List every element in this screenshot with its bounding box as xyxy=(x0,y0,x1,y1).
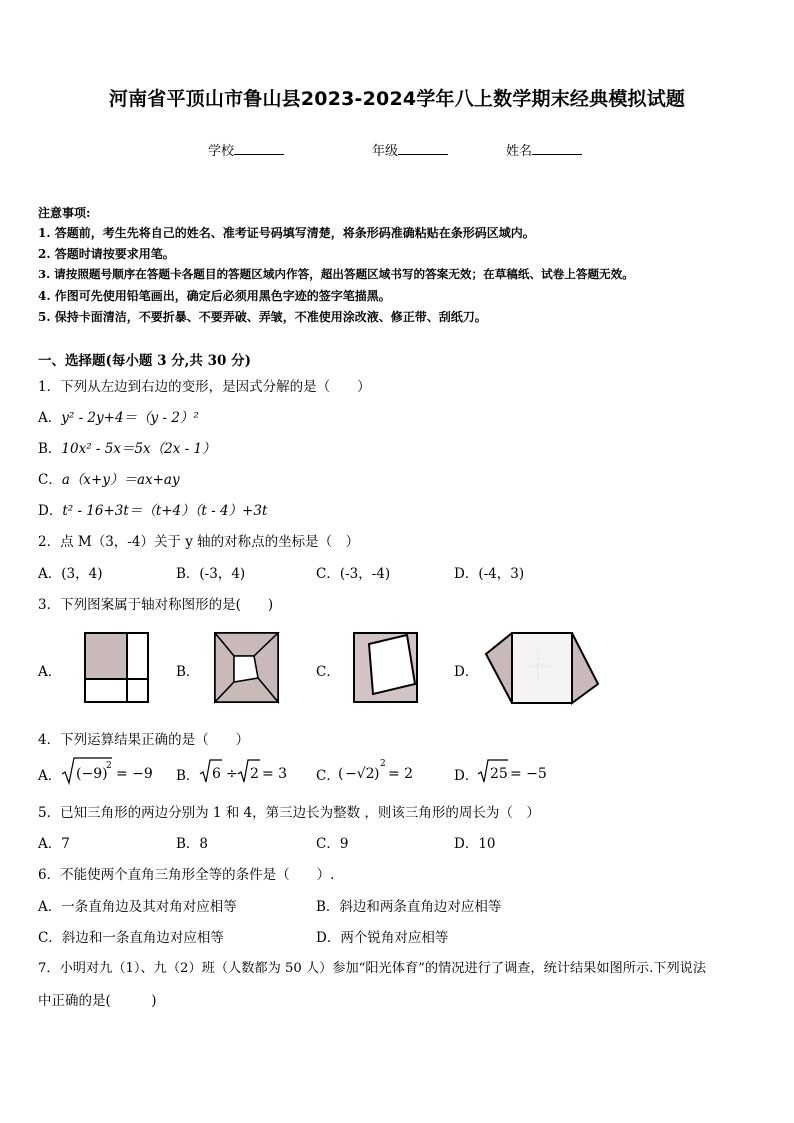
q4-label-a[interactable]: A． xyxy=(38,768,62,784)
q4-formula-c xyxy=(338,756,428,786)
formula-text: 25 xyxy=(490,766,508,782)
formula-text: 6 xyxy=(212,766,221,782)
q5-option-c[interactable]: C．9 xyxy=(316,836,349,852)
q1-option-a[interactable] xyxy=(38,406,199,426)
q6-stem: 6．不能使两个直角三角形全等的条件是（ ）. xyxy=(38,867,335,883)
formula-rhs: = −5 xyxy=(510,766,547,782)
option-label: C． xyxy=(38,472,62,488)
q4-label-c[interactable]: C． xyxy=(316,768,340,784)
q2-option-b[interactable]: B．(-3，4) xyxy=(176,566,246,582)
q4-label-d[interactable]: D． xyxy=(454,768,479,784)
q1-option-c[interactable] xyxy=(38,468,180,488)
q5-option-b[interactable]: B．8 xyxy=(176,836,209,852)
q5-stem: 5．已知三角形的两边分别为 1 和 4，第三边长为整数 ，则该三角形的周长为（ ） xyxy=(38,805,540,821)
name-field[interactable] xyxy=(506,140,582,159)
grade-field[interactable] xyxy=(372,140,448,159)
q1-option-b[interactable] xyxy=(38,437,216,457)
q7-stem-line2: 中正确的是( ) xyxy=(38,993,157,1009)
name-label: 姓名 xyxy=(506,144,533,159)
page-title: 河南省平顶山市鲁山县2023-2024学年八上数学期末经典模拟试题 xyxy=(108,88,686,110)
q4-formula-b xyxy=(198,756,298,786)
school-field[interactable] xyxy=(208,140,284,159)
q4-stem: 4．下列运算结果正确的是（ ） xyxy=(38,732,250,748)
q2-option-a[interactable]: A．(3，4) xyxy=(38,566,103,582)
option-label: D． xyxy=(38,503,63,519)
figure-d[interactable] xyxy=(484,632,602,706)
option-text: 10x² - 5x＝5x（2x - 1） xyxy=(61,441,216,457)
q4-label-b[interactable]: B． xyxy=(176,768,200,784)
formula-rhs: = 2 xyxy=(388,766,414,782)
q2-option-c[interactable]: C．(-3，-4) xyxy=(316,566,391,582)
formula-text: (−9) xyxy=(76,766,108,782)
figure-a[interactable] xyxy=(84,632,150,704)
option-text: a（x+y）＝ax+ay xyxy=(61,472,180,488)
option-text: y² - 2y+4＝（y - 2）² xyxy=(61,410,199,426)
q4-formula-a xyxy=(60,756,160,786)
note-item: 2. 答题时请按要求用笔。 xyxy=(38,247,175,261)
note-item: 1. 答题前，考生先将自己的姓名、准考证号码填写清楚，将条形码准确粘贴在条形码区域内。 xyxy=(38,226,535,240)
formula-text: 2 xyxy=(250,766,259,782)
q6-option-c[interactable]: C．斜边和一条直角边对应相等 xyxy=(38,930,224,946)
formula-text: −√2 xyxy=(345,766,375,782)
note-item: 5. 保持卡面清洁，不要折暴、不要弄破、弄皱，不准使用涂改液、修正带、刮纸刀。 xyxy=(38,310,487,324)
q3-label-c[interactable]: C． xyxy=(316,664,340,680)
note-item: 4. 作图可先使用铅笔画出，确定后必须用黑色字迹的签字笔描黑。 xyxy=(38,289,391,303)
q7-stem-line1: 7．小明对九（1）、九（2）班（人数都为 50 人）参加“阳光体育”的情况进行了调查，统计结果如图所示.下列说法 xyxy=(38,961,707,976)
q1-option-d[interactable] xyxy=(38,499,267,519)
q2-stem: 2．点 M（3，-4）关于 y 轴的对称点的坐标是（ ） xyxy=(38,534,360,550)
q5-option-d[interactable]: D．10 xyxy=(454,836,496,852)
grade-blank[interactable] xyxy=(398,142,448,155)
option-label: A． xyxy=(38,410,62,426)
figure-b[interactable] xyxy=(214,632,280,704)
q3-label-a[interactable]: A． xyxy=(38,664,62,680)
q6-option-d[interactable]: D．两个锐角对应相等 xyxy=(316,930,449,946)
school-label: 学校 xyxy=(208,144,235,159)
q1-stem: 1．下列从左边到右边的变形，是因式分解的是（ ） xyxy=(38,379,371,395)
formula-exp: 2 xyxy=(106,761,112,771)
formula-op: ÷ xyxy=(226,766,238,782)
notes-heading: 注意事项: xyxy=(38,206,91,220)
svg-text:): ) xyxy=(374,766,380,782)
formula-rhs: = 3 xyxy=(262,766,288,782)
grade-label: 年级 xyxy=(372,144,399,159)
option-label: B． xyxy=(38,441,62,457)
section-heading: 一、选择题(每小题 3 分,共 30 分) xyxy=(38,353,251,369)
q4-formula-d xyxy=(476,756,566,786)
q5-option-a[interactable]: A．7 xyxy=(38,836,70,852)
q6-option-a[interactable]: A．一条直角边及其对角对应相等 xyxy=(38,899,237,915)
school-blank[interactable] xyxy=(234,142,284,155)
formula-exp: 2 xyxy=(380,759,386,769)
q6-option-b[interactable]: B．斜边和两条直角边对应相等 xyxy=(316,899,502,915)
name-blank[interactable] xyxy=(532,142,582,155)
option-text: t² - 16+3t＝（t+4）（t - 4）+3t xyxy=(62,503,268,519)
q2-option-d[interactable]: D．(-4，3) xyxy=(454,566,525,582)
note-item: 3. 请按照题号顺序在答题卡各题目的答题区域内作答，超出答题区域书写的答案无效；在草稿纸、试卷上答题无效。 xyxy=(38,267,634,281)
q3-label-b[interactable]: B． xyxy=(176,664,200,680)
formula-rhs: = −9 xyxy=(116,766,153,782)
q3-label-d[interactable]: D． xyxy=(454,664,479,680)
figure-c[interactable] xyxy=(353,632,419,704)
q3-stem: 3．下列图案属于轴对称图形的是( ) xyxy=(38,597,274,613)
svg-text:(: ( xyxy=(338,766,344,782)
